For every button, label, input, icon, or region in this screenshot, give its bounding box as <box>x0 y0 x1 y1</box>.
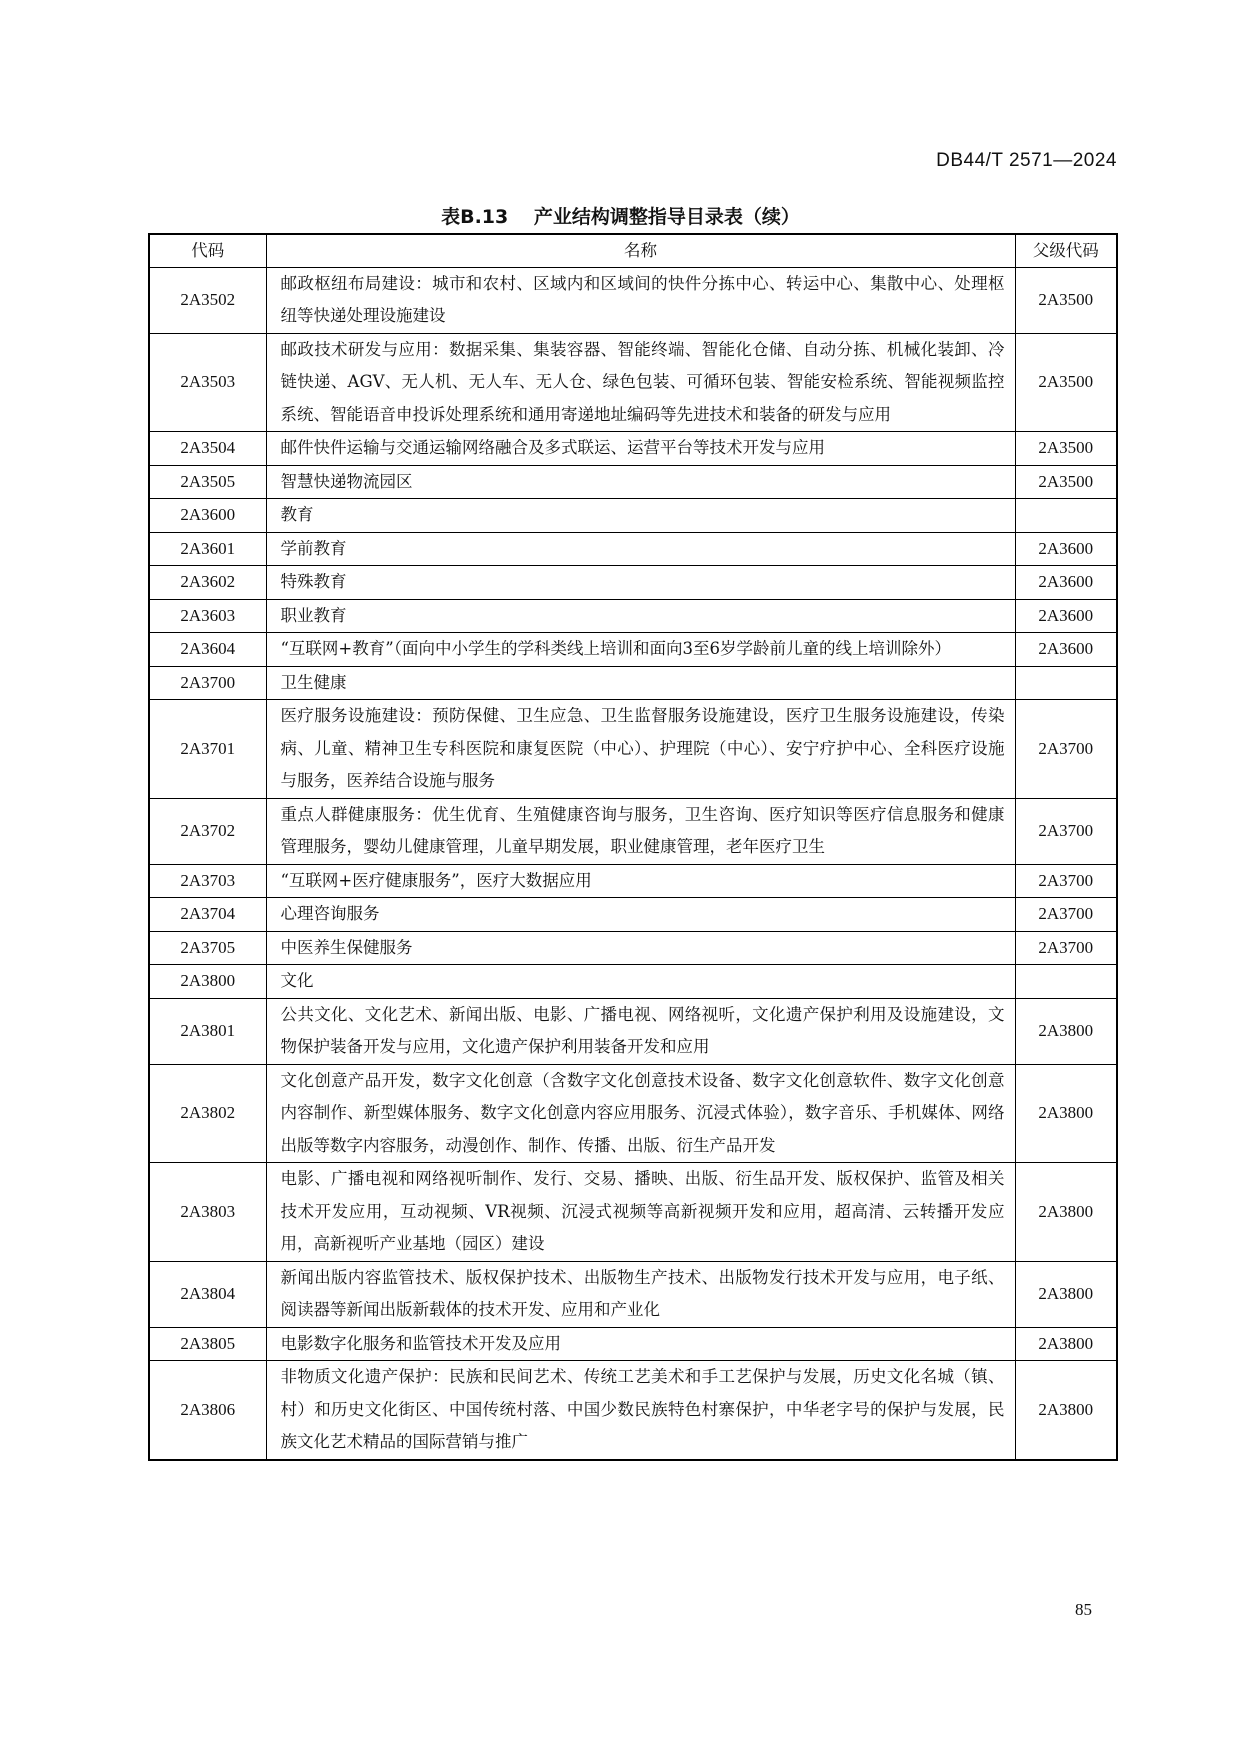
table-row <box>149 333 1117 432</box>
table-row <box>149 864 1117 898</box>
name-cell: 医疗服务设施建设：预防保健、卫生应急、卫生监督服务设施建设，医疗卫生服务设施建设，传染病、儿童、精神卫生专科医院和康复医院（中心）、护理院（中心）、安宁疗护中心、全科医疗设施与服务，医养结合设施与服务 <box>266 700 1015 799</box>
name-cell: 邮政技术研发与应用：数据采集、集装容器、智能终端、智能化仓储、自动分拣、机械化装卸、冷链快递、AGV、无人机、无人车、无人仓、绿色包装、可循环包装、智能安检系统、智能视频监控系统、智能语音申投诉处理系统和通用寄递地址编码等先进技术和装备的研发与应用 <box>266 333 1015 432</box>
parent-code-cell: 2A3700 <box>1015 898 1117 932</box>
name-cell: 中医养生保健服务 <box>266 931 1015 965</box>
parent-code-cell: 2A3700 <box>1015 798 1117 864</box>
code-cell: 2A3502 <box>149 267 266 333</box>
table-row <box>149 1064 1117 1163</box>
parent-code-cell: 2A3700 <box>1015 700 1117 799</box>
name-cell: 学前教育 <box>266 532 1015 566</box>
code-cell: 2A3802 <box>149 1064 266 1163</box>
table-row <box>149 700 1117 799</box>
code-cell: 2A3801 <box>149 998 266 1064</box>
name-cell: 重点人群健康服务：优生优育、生殖健康咨询与服务，卫生咨询、医疗知识等医疗信息服务和健康管理服务，婴幼儿健康管理，儿童早期发展，职业健康管理，老年医疗卫生 <box>266 798 1015 864</box>
code-cell: 2A3705 <box>149 931 266 965</box>
code-cell: 2A3700 <box>149 666 266 700</box>
name-cell: 公共文化、文化艺术、新闻出版、电影、广播电视、网络视听，文化遗产保护利用及设施建设，文物保护装备开发与应用，文化遗产保护利用装备开发和应用 <box>266 998 1015 1064</box>
table-row <box>149 1327 1117 1361</box>
code-cell: 2A3600 <box>149 499 266 533</box>
code-cell: 2A3603 <box>149 599 266 633</box>
parent-code-cell: 2A3500 <box>1015 465 1117 499</box>
parent-code-cell: 2A3500 <box>1015 432 1117 466</box>
code-cell: 2A3805 <box>149 1327 266 1361</box>
name-cell: 心理咨询服务 <box>266 898 1015 932</box>
table-row <box>149 566 1117 600</box>
code-cell: 2A3604 <box>149 633 266 667</box>
table-row <box>149 532 1117 566</box>
table-row <box>149 465 1117 499</box>
table-header-row <box>149 234 1117 267</box>
parent-code-cell: 2A3700 <box>1015 864 1117 898</box>
parent-code-cell: 2A3800 <box>1015 1163 1117 1262</box>
name-cell: 特殊教育 <box>266 566 1015 600</box>
parent-code-cell: 2A3600 <box>1015 633 1117 667</box>
name-cell: 教育 <box>266 499 1015 533</box>
parent-code-cell: 2A3800 <box>1015 1064 1117 1163</box>
code-cell: 2A3601 <box>149 532 266 566</box>
table-row <box>149 798 1117 864</box>
name-cell: 电影、广播电视和网络视听制作、发行、交易、播映、出版、衍生品开发、版权保护、监管及相关技术开发应用，互动视频、VR视频、沉浸式视频等高新视频开发和应用，超高清、云转播开发应用，高新视听产业基地（园区）建设 <box>266 1163 1015 1262</box>
code-cell: 2A3704 <box>149 898 266 932</box>
column-header-code: 代码 <box>149 234 266 267</box>
table-row <box>149 633 1117 667</box>
parent-code-cell <box>1015 499 1117 533</box>
name-cell: “互联网+医疗健康服务”，医疗大数据应用 <box>266 864 1015 898</box>
parent-code-cell: 2A3800 <box>1015 1361 1117 1460</box>
name-cell: 新闻出版内容监管技术、版权保护技术、出版物生产技术、出版物发行技术开发与应用，电子纸、阅读器等新闻出版新载体的技术开发、应用和产业化 <box>266 1261 1015 1327</box>
parent-code-cell: 2A3600 <box>1015 599 1117 633</box>
code-cell: 2A3504 <box>149 432 266 466</box>
code-cell: 2A3804 <box>149 1261 266 1327</box>
code-cell: 2A3505 <box>149 465 266 499</box>
table-row <box>149 432 1117 466</box>
industry-catalog-table <box>148 233 1118 1461</box>
name-cell: 电影数字化服务和监管技术开发及应用 <box>266 1327 1015 1361</box>
name-cell: 职业教育 <box>266 599 1015 633</box>
code-cell: 2A3803 <box>149 1163 266 1262</box>
parent-code-cell: 2A3500 <box>1015 333 1117 432</box>
column-header-parent-code: 父级代码 <box>1015 234 1117 267</box>
parent-code-cell <box>1015 965 1117 999</box>
name-cell: 卫生健康 <box>266 666 1015 700</box>
name-cell: 文化创意产品开发，数字文化创意（含数字文化创意技术设备、数字文化创意软件、数字文化创意内容制作、新型媒体服务、数字文化创意内容应用服务、沉浸式体验），数字音乐、手机媒体、网络出版等数字内容服务，动漫创作、制作、传播、出版、衍生产品开发 <box>266 1064 1015 1163</box>
table-row <box>149 898 1117 932</box>
table-row <box>149 1163 1117 1262</box>
parent-code-cell: 2A3500 <box>1015 267 1117 333</box>
document-id: DB44/T 2571—2024 <box>936 150 1117 171</box>
code-cell: 2A3503 <box>149 333 266 432</box>
table-row <box>149 267 1117 333</box>
table-row <box>149 998 1117 1064</box>
name-cell: 非物质文化遗产保护：民族和民间艺术、传统工艺美术和手工艺保护与发展，历史文化名城（镇、村）和历史文化街区、中国传统村落、中国少数民族特色村寨保护，中华老字号的保护与发展，民族文化艺术精品的国际营销与推广 <box>266 1361 1015 1460</box>
code-cell: 2A3702 <box>149 798 266 864</box>
code-cell: 2A3806 <box>149 1361 266 1460</box>
parent-code-cell: 2A3800 <box>1015 998 1117 1064</box>
name-cell: 智慧快递物流园区 <box>266 465 1015 499</box>
parent-code-cell: 2A3600 <box>1015 566 1117 600</box>
name-cell: 邮件快件运输与交通运输网络融合及多式联运、运营平台等技术开发与应用 <box>266 432 1015 466</box>
parent-code-cell: 2A3600 <box>1015 532 1117 566</box>
code-cell: 2A3800 <box>149 965 266 999</box>
name-cell: 文化 <box>266 965 1015 999</box>
parent-code-cell: 2A3800 <box>1015 1327 1117 1361</box>
table-row <box>149 599 1117 633</box>
parent-code-cell: 2A3700 <box>1015 931 1117 965</box>
name-cell: “互联网+教育”（面向中小学生的学科类线上培训和面向3至6岁学龄前儿童的线上培训除外） <box>266 633 1015 667</box>
table-row <box>149 666 1117 700</box>
name-cell: 邮政枢纽布局建设：城市和农村、区域内和区域间的快件分拣中心、转运中心、集散中心、处理枢纽等快递处理设施建设 <box>266 267 1015 333</box>
code-cell: 2A3701 <box>149 700 266 799</box>
table-row <box>149 499 1117 533</box>
table-row <box>149 965 1117 999</box>
table-row <box>149 931 1117 965</box>
code-cell: 2A3703 <box>149 864 266 898</box>
table-row <box>149 1361 1117 1460</box>
parent-code-cell: 2A3800 <box>1015 1261 1117 1327</box>
table-body <box>149 267 1117 1460</box>
code-cell: 2A3602 <box>149 566 266 600</box>
table-row <box>149 1261 1117 1327</box>
parent-code-cell <box>1015 666 1117 700</box>
table-title: 表B.13 产业结构调整指导目录表（续） <box>441 206 800 228</box>
column-header-name: 名称 <box>266 234 1015 267</box>
page-number: 85 <box>1075 1600 1092 1619</box>
